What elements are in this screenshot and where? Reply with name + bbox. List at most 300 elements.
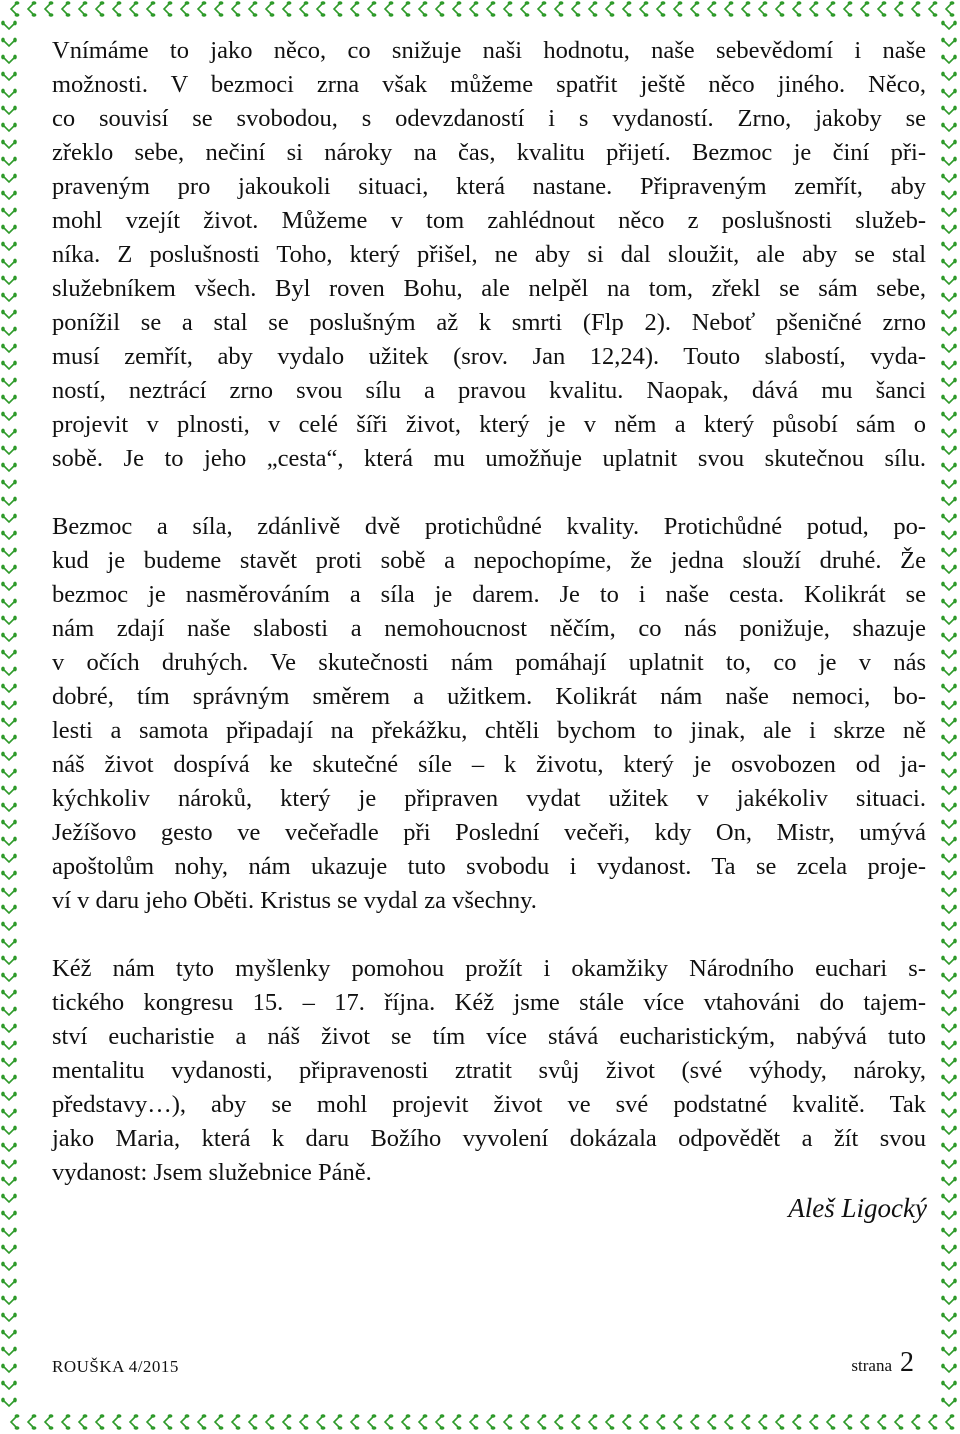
leaf-chevron-icon bbox=[1, 939, 17, 947]
leaf-chevron-icon bbox=[759, 1414, 767, 1430]
leaf-chevron-icon bbox=[1, 293, 17, 301]
leaf-chevron-icon bbox=[45, 1, 53, 17]
leaf-chevron-icon bbox=[62, 1414, 70, 1430]
leaf-chevron-icon bbox=[941, 89, 957, 97]
leaf-chevron-icon bbox=[941, 667, 957, 675]
leaf-chevron-icon bbox=[941, 1347, 957, 1355]
leaf-chevron-icon bbox=[1, 72, 17, 80]
leaf-chevron-icon bbox=[232, 1414, 240, 1430]
leaf-chevron-icon bbox=[941, 157, 957, 165]
text-line: ností, neztrácí zrno svou sílu a pravou kvalitu. Naopak, dává mu šanci bbox=[52, 377, 926, 404]
leaf-chevron-icon bbox=[941, 1092, 957, 1100]
leaf-chevron-icon bbox=[941, 1007, 957, 1015]
leaf-chevron-icon bbox=[941, 55, 957, 63]
leaf-chevron-icon bbox=[1, 1143, 17, 1151]
text-line: služebníkem všech. Byl roven Bohu, ale nelpěl na tom, zřekl se sám sebe, bbox=[52, 275, 926, 302]
leaf-chevron-icon bbox=[941, 956, 957, 964]
leaf-chevron-icon bbox=[657, 1, 665, 17]
leaf-chevron-icon bbox=[941, 208, 957, 216]
leaf-chevron-icon bbox=[589, 1414, 597, 1430]
leaf-chevron-icon bbox=[759, 1, 767, 17]
page-number-block bbox=[851, 1347, 914, 1379]
leaf-chevron-icon bbox=[334, 1, 342, 17]
leaf-chevron-icon bbox=[941, 497, 957, 505]
leaf-chevron-icon bbox=[147, 1414, 155, 1430]
leaf-chevron-icon bbox=[1, 463, 17, 471]
text-line: Vnímáme to jako něco, co snižuje naši hodnotu, naše sebevědomí i naše bbox=[52, 37, 926, 64]
leaf-chevron-icon bbox=[402, 1, 410, 17]
leaf-chevron-icon bbox=[147, 1, 155, 17]
leaf-chevron-icon bbox=[941, 1296, 957, 1304]
leaf-chevron-icon bbox=[504, 1, 512, 17]
leaf-chevron-icon bbox=[79, 1, 87, 17]
leaf-chevron-icon bbox=[941, 327, 957, 335]
leaf-chevron-icon bbox=[1, 208, 17, 216]
leaf-chevron-icon bbox=[1, 1347, 17, 1355]
leaf-chevron-icon bbox=[1, 395, 17, 403]
leaf-chevron-icon bbox=[941, 837, 957, 845]
leaf-chevron-icon bbox=[941, 412, 957, 420]
leaf-chevron-icon bbox=[130, 1414, 138, 1430]
leaf-chevron-icon bbox=[419, 1, 427, 17]
paragraph-3 bbox=[52, 952, 926, 1190]
leaf-chevron-icon bbox=[941, 378, 957, 386]
leaf-chevron-icon bbox=[941, 259, 957, 267]
leaf-chevron-icon bbox=[181, 1414, 189, 1430]
leaf-chevron-icon bbox=[941, 38, 957, 46]
leaf-chevron-icon bbox=[941, 548, 957, 556]
leaf-chevron-icon bbox=[1, 344, 17, 352]
leaf-chevron-icon bbox=[941, 1058, 957, 1066]
leaf-chevron-icon bbox=[436, 1, 444, 17]
leaf-chevron-icon bbox=[1, 854, 17, 862]
leaf-chevron-icon bbox=[941, 106, 957, 114]
leaf-chevron-icon bbox=[941, 1330, 957, 1338]
leaf-chevron-icon bbox=[266, 1, 274, 17]
page-number: 2 bbox=[900, 1347, 914, 1378]
leaf-chevron-icon bbox=[691, 1, 699, 17]
leaf-chevron-icon bbox=[776, 1414, 784, 1430]
leaf-chevron-icon bbox=[402, 1414, 410, 1430]
leaf-chevron-icon bbox=[1, 1160, 17, 1168]
leaf-chevron-icon bbox=[861, 1414, 869, 1430]
text-line: Bezmoc a síla, zdánlivě dvě protichůdné kvality. Protichůdné potud, po- bbox=[52, 513, 926, 540]
leaf-chevron-icon bbox=[1, 514, 17, 522]
leaf-chevron-icon bbox=[521, 1414, 529, 1430]
leaf-chevron-icon bbox=[300, 1414, 308, 1430]
leaf-chevron-icon bbox=[215, 1, 223, 17]
leaf-chevron-icon bbox=[1, 242, 17, 250]
leaf-chevron-icon bbox=[1, 429, 17, 437]
leaf-chevron-icon bbox=[929, 1414, 937, 1430]
text-line: náš život dospívá ke skutečné síle – k životu, který je osvobozen od ja- bbox=[52, 751, 926, 778]
leaf-chevron-icon bbox=[1, 497, 17, 505]
leaf-chevron-icon bbox=[113, 1414, 121, 1430]
leaf-chevron-icon bbox=[1, 446, 17, 454]
leaf-chevron-icon bbox=[96, 1414, 104, 1430]
leaf-chevron-icon bbox=[941, 1313, 957, 1321]
leaf-chevron-icon bbox=[941, 990, 957, 998]
leaf-chevron-icon bbox=[827, 1414, 835, 1430]
leaf-chevron-icon bbox=[1, 259, 17, 267]
leaf-chevron-icon bbox=[941, 922, 957, 930]
leaf-chevron-icon bbox=[941, 684, 957, 692]
leaf-chevron-icon bbox=[941, 1143, 957, 1151]
leaf-chevron-icon bbox=[941, 463, 957, 471]
leaf-chevron-icon bbox=[419, 1414, 427, 1430]
leaf-chevron-icon bbox=[1, 1381, 17, 1389]
leaf-chevron-icon bbox=[1, 191, 17, 199]
leaf-chevron-icon bbox=[912, 1414, 920, 1430]
leaf-chevron-icon bbox=[453, 1414, 461, 1430]
leaf-chevron-icon bbox=[1, 123, 17, 131]
leaf-chevron-icon bbox=[941, 1160, 957, 1168]
leaf-chevron-icon bbox=[45, 1414, 53, 1430]
text-line: projevit v plnosti, v celé šíři život, který je v něm a který působí sám o bbox=[52, 411, 926, 438]
leaf-chevron-icon bbox=[164, 1, 172, 17]
leaf-chevron-icon bbox=[941, 803, 957, 811]
leaf-chevron-icon bbox=[941, 276, 957, 284]
leaf-chevron-icon bbox=[1, 1364, 17, 1372]
author-signature: Aleš Ligocký bbox=[788, 1193, 927, 1223]
leaf-chevron-icon bbox=[1, 599, 17, 607]
leaf-chevron-icon bbox=[640, 1, 648, 17]
leaf-chevron-icon bbox=[28, 1414, 36, 1430]
leaf-chevron-icon bbox=[1, 1177, 17, 1185]
leaf-chevron-icon bbox=[941, 310, 957, 318]
leaf-chevron-icon bbox=[941, 72, 957, 80]
leaf-chevron-icon bbox=[1, 888, 17, 896]
leaf-chevron-icon bbox=[1, 1245, 17, 1253]
leaf-chevron-icon bbox=[941, 1109, 957, 1117]
leaf-chevron-icon bbox=[1, 1126, 17, 1134]
leaf-chevron-icon bbox=[946, 1, 954, 17]
leaf-chevron-icon bbox=[504, 1414, 512, 1430]
leaf-chevron-icon bbox=[1, 276, 17, 284]
text-line: tického kongresu 15. – 17. října. Kéž jsme stále více vtahováni do tajem- bbox=[52, 989, 926, 1016]
leaf-chevron-icon bbox=[11, 1, 19, 17]
leaf-chevron-icon bbox=[1, 1228, 17, 1236]
leaf-chevron-icon bbox=[941, 531, 957, 539]
leaf-chevron-icon bbox=[674, 1414, 682, 1430]
leaf-chevron-icon bbox=[1, 718, 17, 726]
leaf-chevron-icon bbox=[793, 1, 801, 17]
leaf-chevron-icon bbox=[1, 531, 17, 539]
leaf-chevron-icon bbox=[776, 1, 784, 17]
leaf-chevron-icon bbox=[1, 701, 17, 709]
leaf-chevron-icon bbox=[640, 1414, 648, 1430]
leaf-chevron-icon bbox=[725, 1414, 733, 1430]
leaf-chevron-icon bbox=[1, 106, 17, 114]
text-line: mentalitu vydanosti, připravenosti ztratit svůj život (své výhody, nároky, bbox=[52, 1057, 926, 1084]
leaf-chevron-icon bbox=[878, 1, 886, 17]
text-line: ství eucharistie a náš život se tím více stává eucharistickým, nabývá tuto bbox=[52, 1023, 926, 1050]
text-line: sobě. Je to jeho „cesta“, která mu umožňuje uplatnit svou skutečnou sílu. bbox=[52, 445, 926, 472]
publication-name: ROUŠKA 4/2015 bbox=[52, 1357, 179, 1376]
leaf-chevron-icon bbox=[1, 174, 17, 182]
leaf-chevron-icon bbox=[1, 1296, 17, 1304]
text-line: kýchkoliv nároků, který je připraven vydat užitek v jakékoliv situaci. bbox=[52, 785, 926, 812]
leaf-chevron-icon bbox=[941, 582, 957, 590]
leaf-chevron-icon bbox=[164, 1414, 172, 1430]
leaf-chevron-icon bbox=[1, 582, 17, 590]
leaf-chevron-icon bbox=[941, 820, 957, 828]
leaf-chevron-icon bbox=[1, 803, 17, 811]
leaf-chevron-icon bbox=[941, 1126, 957, 1134]
leaf-chevron-icon bbox=[1, 973, 17, 981]
leaf-chevron-icon bbox=[941, 1228, 957, 1236]
text-line: zřeklo sebe, nečiní si nároky na čas, kvalitu přijetí. Bezmoc je činí při- bbox=[52, 139, 926, 166]
leaf-chevron-icon bbox=[946, 1414, 954, 1430]
text-line: apoštolům nohy, nám ukazuje tuto svobodu i vydanost. Ta se zcela proje- bbox=[52, 853, 926, 880]
leaf-chevron-icon bbox=[198, 1414, 206, 1430]
article-body bbox=[52, 34, 926, 1190]
leaf-chevron-icon bbox=[691, 1414, 699, 1430]
leaf-chevron-icon bbox=[1, 1279, 17, 1287]
leaf-chevron-icon bbox=[941, 242, 957, 250]
leaf-chevron-icon bbox=[941, 718, 957, 726]
leaf-chevron-icon bbox=[1, 225, 17, 233]
text-line: vydanost: Jsem služebnice Páně. bbox=[52, 1159, 372, 1186]
leaf-chevron-icon bbox=[555, 1, 563, 17]
leaf-chevron-icon bbox=[1, 1330, 17, 1338]
text-line: lesti a samota připadají na překážku, chtěli bychom to jinak, ale i skrze ně bbox=[52, 717, 926, 744]
leaf-chevron-icon bbox=[1, 327, 17, 335]
leaf-chevron-icon bbox=[1, 1398, 17, 1406]
leaf-chevron-icon bbox=[941, 786, 957, 794]
leaf-chevron-icon bbox=[941, 344, 957, 352]
text-line: Ježíšovo gesto ve večeřadle při Poslední večeři, kdy On, Mistr, umývá bbox=[52, 819, 926, 846]
text-line: co souvisí se svobodou, s odevzdaností i s vydaností. Zrno, jakoby se bbox=[52, 105, 926, 132]
leaf-chevron-icon bbox=[283, 1, 291, 17]
leaf-chevron-icon bbox=[1, 1058, 17, 1066]
leaf-chevron-icon bbox=[215, 1414, 223, 1430]
leaf-chevron-icon bbox=[941, 973, 957, 981]
leaf-chevron-icon bbox=[1, 752, 17, 760]
paragraph-gap bbox=[52, 918, 926, 952]
leaf-chevron-icon bbox=[1, 1109, 17, 1117]
leaf-chevron-icon bbox=[912, 1, 920, 17]
leaf-chevron-icon bbox=[198, 1, 206, 17]
leaf-chevron-icon bbox=[436, 1414, 444, 1430]
leaf-chevron-icon bbox=[941, 565, 957, 573]
page-label: strana bbox=[851, 1356, 892, 1375]
leaf-chevron-icon bbox=[1, 667, 17, 675]
leaf-chevron-icon bbox=[368, 1414, 376, 1430]
leaf-chevron-icon bbox=[351, 1, 359, 17]
text-line: bezmoc je nasměrováním a síla je darem. Je to i naše cesta. Kolikrát se bbox=[52, 581, 926, 608]
leaf-chevron-icon bbox=[1, 548, 17, 556]
leaf-chevron-icon bbox=[1, 1041, 17, 1049]
leaf-chevron-icon bbox=[941, 1364, 957, 1372]
leaf-chevron-icon bbox=[623, 1, 631, 17]
leaf-chevron-icon bbox=[941, 174, 957, 182]
text-line: ponížil se a stal se poslušným až k smrti (Flp 2). Neboť pšeničné zrno bbox=[52, 309, 926, 336]
leaf-chevron-icon bbox=[1, 480, 17, 488]
leaf-chevron-icon bbox=[941, 1262, 957, 1270]
leaf-chevron-icon bbox=[1, 820, 17, 828]
leaf-chevron-icon bbox=[470, 1, 478, 17]
leaf-chevron-icon bbox=[1, 1024, 17, 1032]
leaf-chevron-icon bbox=[334, 1414, 342, 1430]
leaf-chevron-icon bbox=[844, 1414, 852, 1430]
leaf-chevron-icon bbox=[11, 1414, 19, 1430]
leaf-chevron-icon bbox=[941, 21, 957, 29]
leaf-chevron-icon bbox=[941, 871, 957, 879]
leaf-chevron-icon bbox=[1, 565, 17, 573]
leaf-chevron-icon bbox=[623, 1414, 631, 1430]
leaf-chevron-icon bbox=[1, 684, 17, 692]
leaf-chevron-icon bbox=[317, 1414, 325, 1430]
leaf-chevron-icon bbox=[941, 429, 957, 437]
text-line: musí zemřít, aby vydalo užitek (srov. Jan 12,24). Touto slabostí, vyda- bbox=[52, 343, 926, 370]
leaf-chevron-icon bbox=[1, 633, 17, 641]
leaf-chevron-icon bbox=[844, 1, 852, 17]
leaf-chevron-icon bbox=[895, 1, 903, 17]
leaf-chevron-icon bbox=[941, 939, 957, 947]
leaf-chevron-icon bbox=[674, 1, 682, 17]
leaf-chevron-icon bbox=[266, 1414, 274, 1430]
leaf-chevron-icon bbox=[941, 446, 957, 454]
leaf-chevron-icon bbox=[941, 1194, 957, 1202]
leaf-chevron-icon bbox=[1, 769, 17, 777]
text-line: praveným pro jakoukoli situaci, která nastane. Připraveným zemřít, aby bbox=[52, 173, 926, 200]
text-line: mohl vzejít život. Můžeme v tom zahlédnout něco z poslušnosti služeb- bbox=[52, 207, 926, 234]
leaf-chevron-icon bbox=[742, 1414, 750, 1430]
leaf-chevron-icon bbox=[941, 514, 957, 522]
leaf-chevron-icon bbox=[941, 1177, 957, 1185]
leaf-chevron-icon bbox=[1, 1194, 17, 1202]
leaf-chevron-icon bbox=[572, 1414, 580, 1430]
leaf-chevron-icon bbox=[941, 123, 957, 131]
leaf-chevron-icon bbox=[941, 905, 957, 913]
leaf-chevron-icon bbox=[1, 786, 17, 794]
leaf-chevron-icon bbox=[249, 1414, 257, 1430]
leaf-chevron-icon bbox=[941, 735, 957, 743]
leaf-chevron-icon bbox=[385, 1414, 393, 1430]
leaf-chevron-icon bbox=[232, 1, 240, 17]
leaf-chevron-icon bbox=[941, 1381, 957, 1389]
leaf-chevron-icon bbox=[1, 650, 17, 658]
leaf-chevron-icon bbox=[1, 871, 17, 879]
leaf-chevron-icon bbox=[708, 1, 716, 17]
leaf-chevron-icon bbox=[589, 1, 597, 17]
leaf-chevron-icon bbox=[742, 1, 750, 17]
text-line: možnosti. V bezmoci zrna však můžeme spatřit ještě něco jiného. Něco, bbox=[52, 71, 926, 98]
leaf-chevron-icon bbox=[1, 1313, 17, 1321]
leaf-chevron-icon bbox=[1, 140, 17, 148]
text-line: nám zdají naše slabosti a nemohoucnost něčím, co nás ponižuje, shazuje bbox=[52, 615, 926, 642]
leaf-chevron-icon bbox=[1, 1092, 17, 1100]
paragraph-2 bbox=[52, 510, 926, 918]
leaf-chevron-icon bbox=[181, 1, 189, 17]
leaf-chevron-icon bbox=[929, 1, 937, 17]
leaf-chevron-icon bbox=[941, 701, 957, 709]
leaf-chevron-icon bbox=[861, 1, 869, 17]
leaf-chevron-icon bbox=[62, 1, 70, 17]
leaf-chevron-icon bbox=[555, 1414, 563, 1430]
leaf-chevron-icon bbox=[941, 140, 957, 148]
leaf-chevron-icon bbox=[1, 89, 17, 97]
leaf-chevron-icon bbox=[1, 361, 17, 369]
leaf-chevron-icon bbox=[1, 616, 17, 624]
paragraph-gap bbox=[52, 476, 926, 510]
leaf-chevron-icon bbox=[725, 1, 733, 17]
leaf-chevron-icon bbox=[941, 480, 957, 488]
leaf-chevron-icon bbox=[941, 1041, 957, 1049]
leaf-chevron-icon bbox=[1, 735, 17, 743]
leaf-chevron-icon bbox=[895, 1414, 903, 1430]
leaf-chevron-icon bbox=[708, 1414, 716, 1430]
leaf-chevron-icon bbox=[941, 1024, 957, 1032]
leaf-chevron-icon bbox=[487, 1, 495, 17]
leaf-chevron-icon bbox=[1, 1262, 17, 1270]
leaf-chevron-icon bbox=[941, 293, 957, 301]
leaf-chevron-icon bbox=[300, 1, 308, 17]
leaf-chevron-icon bbox=[1, 21, 17, 29]
leaf-chevron-icon bbox=[810, 1414, 818, 1430]
leaf-chevron-icon bbox=[453, 1, 461, 17]
text-line: ví v daru jeho Oběti. Kristus se vydal za všechny. bbox=[52, 887, 537, 914]
leaf-chevron-icon bbox=[941, 769, 957, 777]
leaf-chevron-icon bbox=[1, 905, 17, 913]
leaf-chevron-icon bbox=[657, 1414, 665, 1430]
text-line: Kéž nám tyto myšlenky pomohou prožít i okamžiky Národního euchari s- bbox=[52, 955, 926, 982]
leaf-chevron-icon bbox=[941, 191, 957, 199]
leaf-chevron-icon bbox=[941, 616, 957, 624]
leaf-chevron-icon bbox=[941, 650, 957, 658]
leaf-chevron-icon bbox=[941, 633, 957, 641]
leaf-chevron-icon bbox=[1, 55, 17, 63]
leaf-chevron-icon bbox=[368, 1, 376, 17]
leaf-chevron-icon bbox=[538, 1, 546, 17]
leaf-chevron-icon bbox=[1, 310, 17, 318]
text-line: jako Maria, která k daru Božího vyvolení dokázala odpovědět a žít svou bbox=[52, 1125, 926, 1152]
leaf-chevron-icon bbox=[385, 1, 393, 17]
leaf-chevron-icon bbox=[606, 1414, 614, 1430]
leaf-chevron-icon bbox=[827, 1, 835, 17]
leaf-chevron-icon bbox=[79, 1414, 87, 1430]
leaf-chevron-icon bbox=[572, 1, 580, 17]
text-line: níka. Z poslušnosti Toho, který přišel, ne aby si dal sloužit, ale aby se stal bbox=[52, 241, 926, 268]
leaf-chevron-icon bbox=[521, 1, 529, 17]
leaf-chevron-icon bbox=[941, 752, 957, 760]
leaf-chevron-icon bbox=[1, 956, 17, 964]
leaf-chevron-icon bbox=[1, 1211, 17, 1219]
leaf-chevron-icon bbox=[941, 1211, 957, 1219]
leaf-chevron-icon bbox=[941, 1245, 957, 1253]
leaf-chevron-icon bbox=[941, 1398, 957, 1406]
leaf-chevron-icon bbox=[941, 888, 957, 896]
leaf-chevron-icon bbox=[130, 1, 138, 17]
leaf-chevron-icon bbox=[538, 1414, 546, 1430]
leaf-chevron-icon bbox=[470, 1414, 478, 1430]
leaf-chevron-icon bbox=[941, 361, 957, 369]
leaf-chevron-icon bbox=[1, 38, 17, 46]
leaf-chevron-icon bbox=[810, 1, 818, 17]
leaf-chevron-icon bbox=[878, 1414, 886, 1430]
leaf-chevron-icon bbox=[351, 1414, 359, 1430]
leaf-chevron-icon bbox=[487, 1414, 495, 1430]
leaf-chevron-icon bbox=[1, 378, 17, 386]
text-line: kud je budeme stavět proti sobě a nepochopíme, že jedna slouží druhé. Že bbox=[52, 547, 926, 574]
leaf-chevron-icon bbox=[941, 599, 957, 607]
leaf-chevron-icon bbox=[941, 854, 957, 862]
leaf-chevron-icon bbox=[96, 1, 104, 17]
leaf-chevron-icon bbox=[249, 1, 257, 17]
leaf-chevron-icon bbox=[941, 1279, 957, 1287]
leaf-chevron-icon bbox=[1, 1075, 17, 1083]
